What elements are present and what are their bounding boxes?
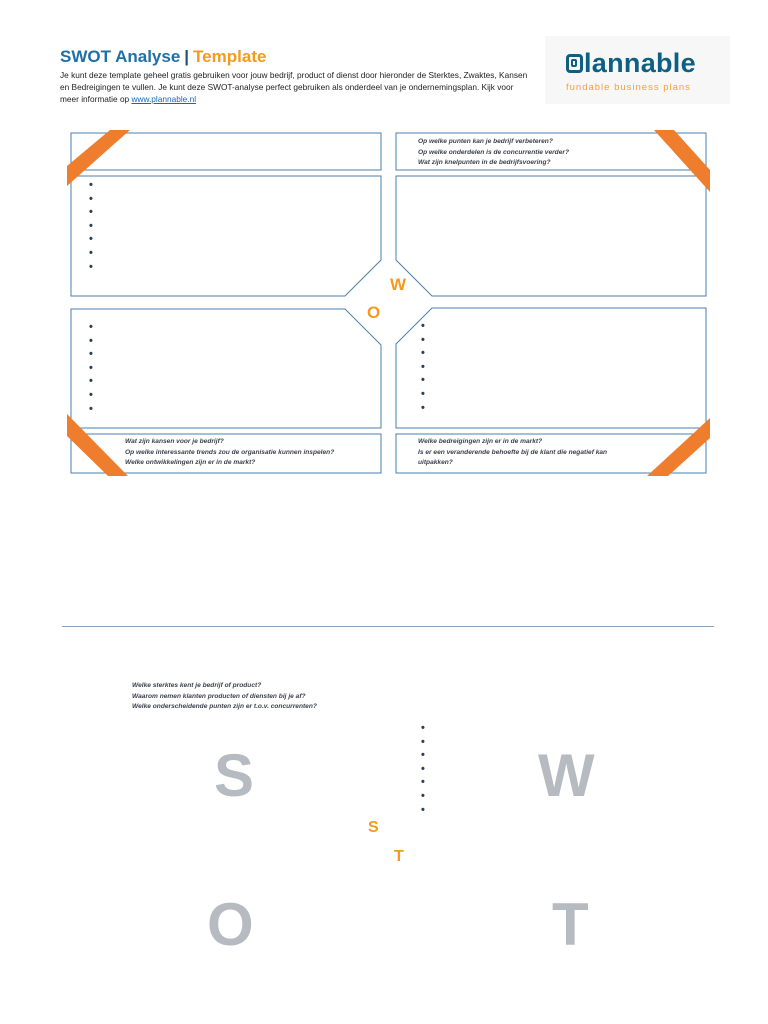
swot-diagram-frame <box>0 0 768 500</box>
intro-text: Je kunt deze template geheel gratis gebruiken voor jouw bedrijf, product of dienst door hieronder de Sterktes, Zwaktes, Kansen en Bedreigingen te vullen. Je kunt deze SWOT-analyse perfect gebruiken als onderdeel van je ondernemingsplan. Kijk voor meer informatie op <box>60 70 528 104</box>
title-separator: | <box>184 47 190 66</box>
small-letter-t: T <box>394 848 404 865</box>
bullet: • <box>89 388 93 401</box>
bullet: • <box>89 375 93 388</box>
opportunities-question-3: Welke ontwikkelingen zijn er in de markt? <box>125 459 256 466</box>
title-accent: Template <box>193 47 267 66</box>
bullet: • <box>421 374 425 387</box>
bullet: • <box>89 192 93 205</box>
page-divider <box>62 626 714 627</box>
weaknesses-questions <box>418 137 569 169</box>
strengths-content-box <box>71 176 381 296</box>
bullet: • <box>89 321 93 333</box>
opportunities-bullets <box>89 321 93 416</box>
bullet: • <box>421 735 425 748</box>
bullet: • <box>421 360 425 373</box>
strengths-question-2: Waarom nemen klanten producten of diensten bij je af? <box>132 692 306 700</box>
weaknesses-question-1: Op welke punten kan je bedrijf verbeteren? <box>418 138 553 145</box>
bullet: • <box>421 776 425 789</box>
weaknesses-content-box <box>396 176 706 296</box>
strengths-question-1: Welke sterktes kent je bedrijf of product? <box>132 682 262 689</box>
bullet: • <box>421 762 425 775</box>
bullet: • <box>89 260 93 273</box>
big-letter-s: S <box>214 742 255 809</box>
bullet: • <box>421 803 425 816</box>
bullet: • <box>89 206 93 219</box>
bullet: • <box>421 749 425 762</box>
opportunities-question-2: Op welke interessante trends zou de organisatie kunnen inspelen? <box>125 448 335 456</box>
bullet: • <box>89 334 93 347</box>
logo-tagline: fundable business plans <box>566 82 691 93</box>
weaknesses-question-2: Op welke onderdelen is de concurrentie verder? <box>418 148 569 156</box>
opportunities-question-1: Wat zijn kansen voor je bedrijf? <box>125 438 224 445</box>
title-main: SWOT Analyse <box>60 47 181 66</box>
threats-questions <box>418 437 607 469</box>
big-letter-w: W <box>538 742 595 809</box>
threats-content-box <box>396 308 706 428</box>
bullet: • <box>89 233 93 246</box>
bullet: • <box>421 722 425 734</box>
bullet: • <box>89 348 93 361</box>
bullet: • <box>421 387 425 400</box>
strengths-questions <box>132 681 317 713</box>
threats-question-3: uitpakken? <box>418 459 453 466</box>
bullet: • <box>89 179 93 191</box>
weaknesses-question-3: Wat zijn knelpunten in de bedrijfsvoering? <box>418 159 551 166</box>
bullet: • <box>89 361 93 374</box>
strengths-bullets <box>89 179 93 274</box>
bullet: • <box>89 402 93 415</box>
logo-name: lannable <box>584 48 696 78</box>
big-letter-t: T <box>552 891 589 958</box>
big-letter-o: O <box>207 891 254 958</box>
bullet: • <box>421 320 425 332</box>
bullet: • <box>421 401 425 414</box>
small-letter-s: S <box>368 819 379 836</box>
bullet: • <box>89 246 93 259</box>
opportunities-content-box <box>71 309 381 428</box>
plannable-link[interactable]: www.plannable.nl <box>131 94 197 104</box>
threats-bullets <box>421 320 425 415</box>
center-letter-o: O <box>367 303 381 322</box>
strengths-question-3: Welke onderscheidende punten zijn er t.o.v. concurrenten? <box>132 703 317 710</box>
center-letter-w: W <box>390 275 407 294</box>
bullet: • <box>421 789 425 802</box>
bullet: • <box>421 347 425 360</box>
bullet: • <box>89 219 93 232</box>
opportunities-questions <box>125 437 334 469</box>
strengths-lower-bullets <box>421 722 425 817</box>
bullet: • <box>421 333 425 346</box>
threats-question-2: Is er een veranderende behoefte bij de klant die negatief kan <box>418 448 608 456</box>
threats-question-1: Welke bedreigingen zijn er in de markt? <box>418 438 543 445</box>
